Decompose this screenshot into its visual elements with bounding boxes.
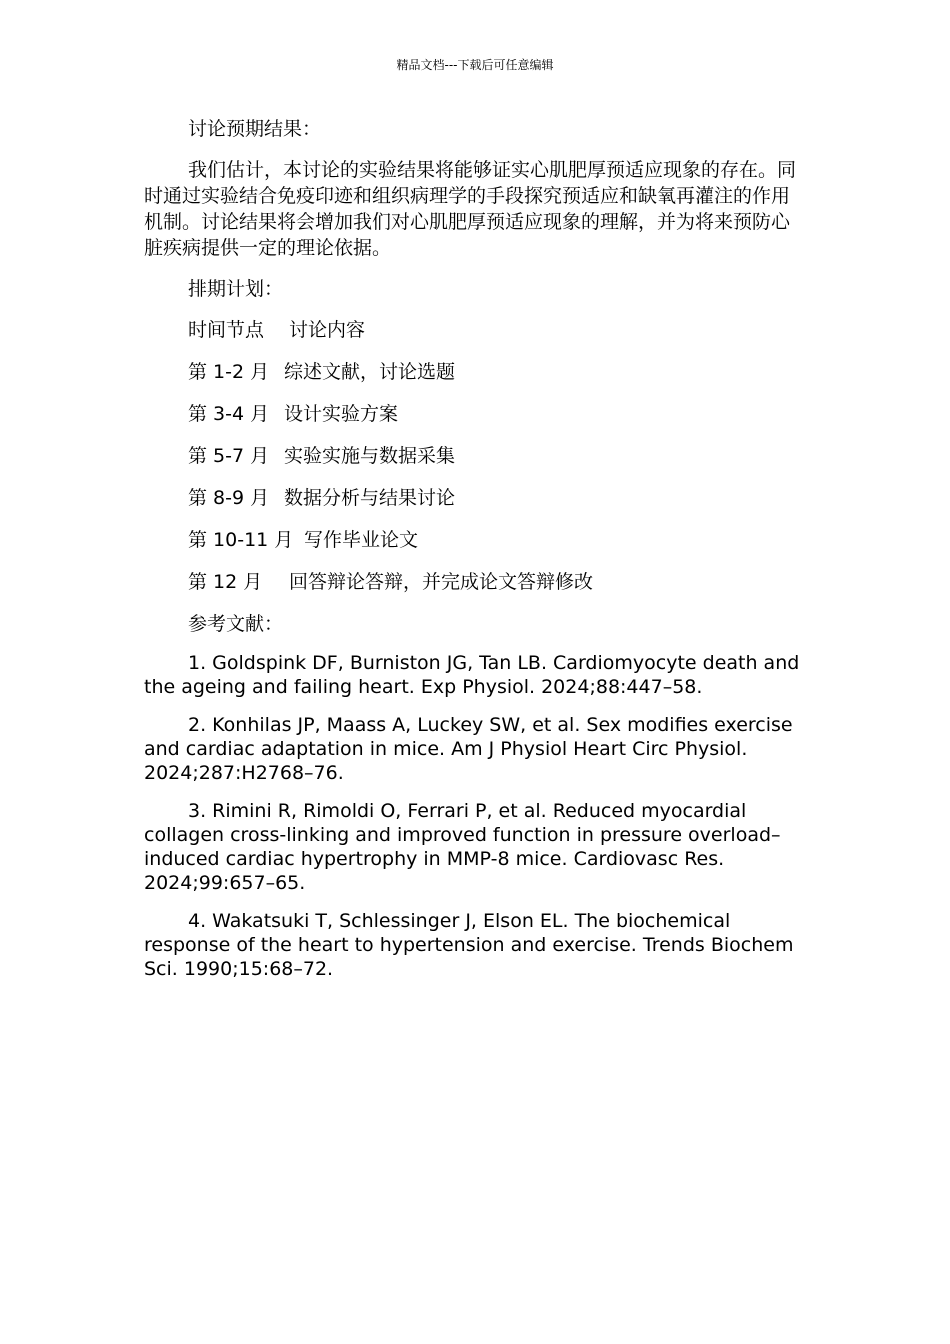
schedule-period: 第 12 月 (188, 571, 263, 593)
schedule-row (144, 443, 804, 469)
schedule-task: 数据分析与结果讨论 (284, 487, 456, 509)
reference-item: 2. Konhilas JP, Maass A, Luckey SW, et al. Sex modifies exercise and cardiac adaptation in mice. Am J Physiol Heart Circ Physiol. 2024;287:H2768–76. (144, 714, 793, 784)
schedule-task: 写作毕业论文 (304, 529, 419, 551)
reference-item: 4. Wakatsuki T, Schlessinger J, Elson EL. The biochemical response of the heart to hypertension and exercise. Trends Biochem Sci. 1990;15:68–72. (144, 910, 794, 980)
reference-item: 1. Goldspink DF, Burniston JG, Tan LB. Cardiomyocyte death and the ageing and failing heart. Exp Physiol. 2024;88:447–58. (144, 652, 800, 698)
schedule-column-content: 讨论内容 (289, 319, 366, 341)
page-header: 精品文档---下载后可任意编辑 (396, 58, 554, 72)
schedule-row (144, 569, 804, 595)
schedule-period: 第 8-9 月 (188, 487, 270, 509)
document-body (144, 116, 804, 981)
schedule-column-time: 时间节点 (188, 319, 265, 341)
schedule-row (144, 401, 804, 427)
schedule-row (144, 359, 804, 385)
schedule-period: 第 1-2 月 (188, 361, 270, 383)
expected-results-paragraph: 我们估计，本讨论的实验结果将能够证实心肌肥厚预适应现象的存在。同时通过实验结合免疫印迹和组织病理学的手段探究预适应和缺氧再灌注的作用机制。讨论结果将会增加我们对心肌肥厚预适应现象的理解，并为将来预防心脏疾病提供一定的理论依据。 (144, 159, 797, 259)
reference-item: 3. Rimini R, Rimoldi O, Ferrari P, et al. Reduced myocardial collagen cross-linking and improved function in pressure overload–induced cardiac hypertrophy in MMP-8 mice. Cardiovasc Res. 2024;99:657–65. (144, 800, 781, 894)
schedule-header-row (144, 317, 804, 343)
schedule-period: 第 10-11 月 (188, 529, 294, 551)
schedule-task: 实验实施与数据采集 (284, 445, 456, 467)
expected-results-heading: 讨论预期结果： (188, 118, 322, 140)
references-heading: 参考文献： (188, 613, 284, 635)
schedule-row (144, 527, 804, 553)
schedule-heading: 排期计划： (188, 278, 284, 300)
schedule-task: 回答辩论答辩，并完成论文答辩修改 (289, 571, 594, 593)
schedule-task: 综述文献，讨论选题 (284, 361, 456, 383)
schedule-row (144, 485, 804, 511)
schedule-period: 第 5-7 月 (188, 445, 270, 467)
schedule-task: 设计实验方案 (284, 403, 399, 425)
schedule-period: 第 3-4 月 (188, 403, 270, 425)
